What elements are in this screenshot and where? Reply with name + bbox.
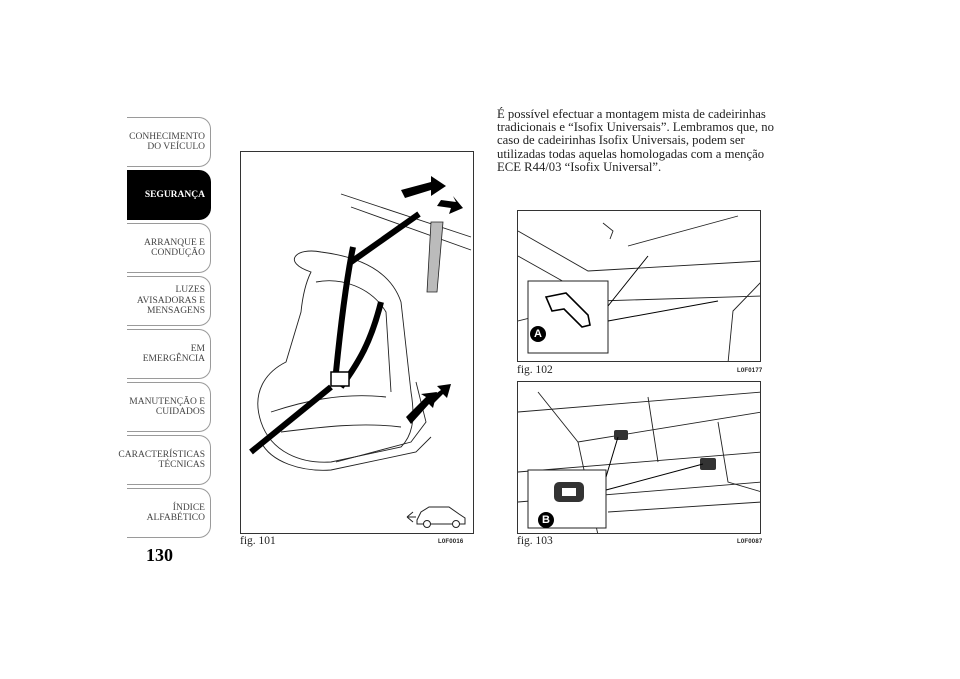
fig-102-caption: fig. 102: [517, 364, 553, 376]
isofix-anchor-drawing: [518, 211, 761, 362]
isofix-text: É possível efectuar a montagem mista de cadeirinhas tradicionais e “Isofix Universais”. Lembramos que, no caso de cadeirinhas Isofix Universais, podem ser utilizadas todas aquelas homologadas com a menção ECE R44/03 “Isofix Universal”.: [497, 107, 774, 174]
tab-conhecimento-do-veiculo[interactable]: CONHECIMENTO DO VEÍCULO: [127, 117, 211, 167]
fig-101-code: L0F0016: [438, 539, 464, 545]
tab-caracteristicas-tecnicas[interactable]: CARACTERÍSTICAS TÉCNICAS: [127, 435, 211, 485]
fig-101-caption: fig. 101: [240, 535, 276, 547]
callout-b-label: B: [542, 514, 550, 526]
fig-103-caption: fig. 103: [517, 535, 553, 547]
isofix-tether-drawing: [518, 382, 761, 534]
page-number: 130: [146, 545, 173, 565]
fig-102-code: L0F0177: [737, 368, 763, 374]
tab-seguranca[interactable]: SEGURANÇA: [127, 170, 211, 220]
tab-manutencao-e-cuidados[interactable]: MANUTENÇÃO E CUIDADOS: [127, 382, 211, 432]
tab-arranque-e-conducao[interactable]: ARRANQUE E CONDUÇÃO: [127, 223, 211, 273]
child-seat-drawing: [241, 152, 474, 534]
fig-103-code: L0F0087: [737, 539, 763, 545]
figure-102-isofix-anchor: [517, 210, 761, 362]
tab-indice-alfabetico[interactable]: ÍNDICE ALFABÉTICO: [127, 488, 211, 538]
tab-luzes-avisadoras[interactable]: LUZES AVISADORAS E MENSAGENS: [127, 276, 211, 326]
tab-em-emergencia[interactable]: EM EMERGÊNCIA: [127, 329, 211, 379]
body-paragraph: [497, 108, 777, 174]
callout-a-label: A: [534, 328, 542, 340]
figure-103-isofix-tether: [517, 381, 761, 534]
figure-101-child-seat-illustration: [240, 151, 474, 534]
